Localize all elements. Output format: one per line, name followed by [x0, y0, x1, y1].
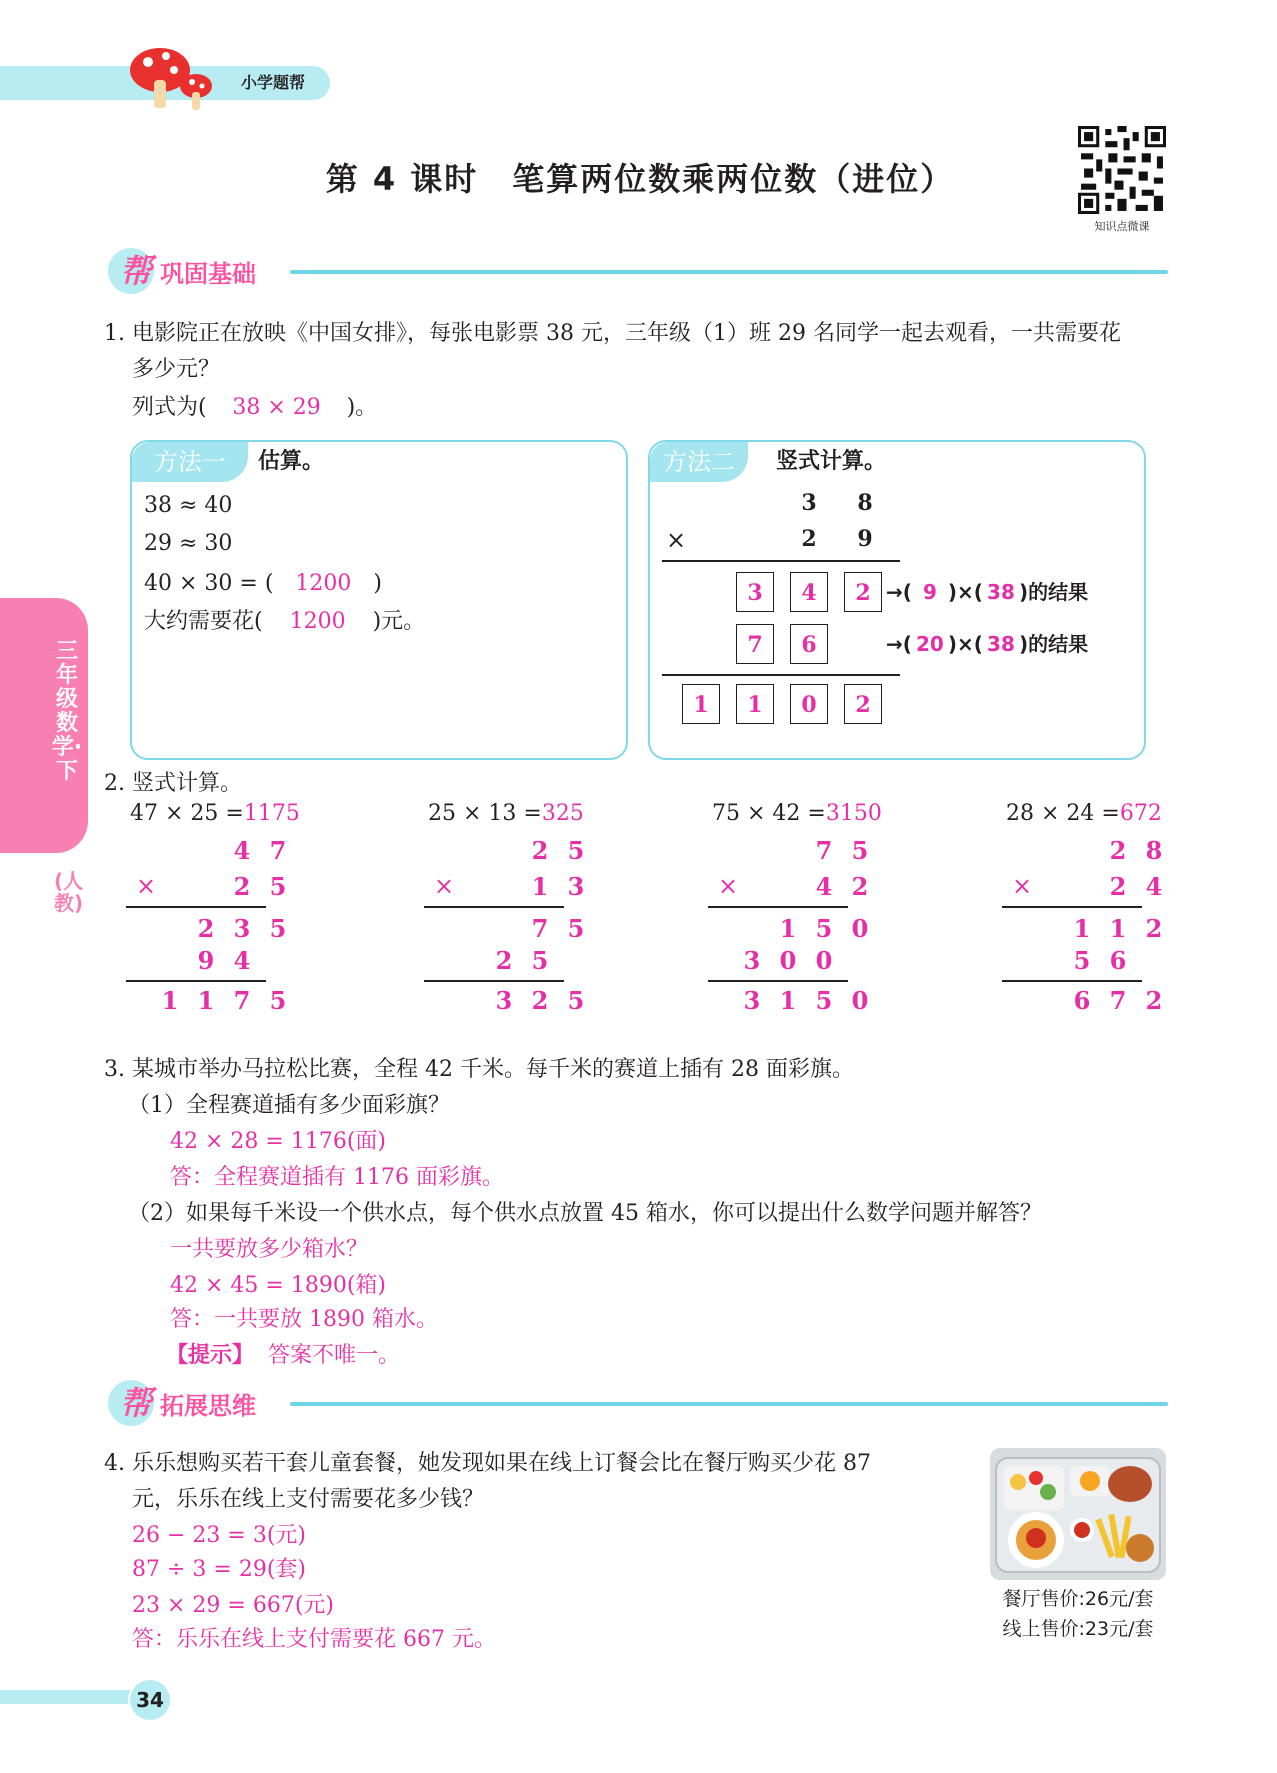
- side-edition-label: (人教): [54, 869, 84, 915]
- q2-result-digit: 3: [495, 986, 513, 1015]
- q3-hint-text: 答案不唯一。: [268, 1343, 401, 1368]
- m2-row1-digit: 4: [790, 572, 828, 612]
- m2-row2-digit: 6: [790, 624, 828, 664]
- section-heading-basic: 巩固基础: [160, 260, 256, 288]
- method-one-tag: 方法一: [132, 442, 248, 482]
- m2-row1-explain: [886, 576, 1146, 605]
- q1-expr-answer: 38 × 29: [232, 395, 321, 420]
- m2-row1-explain-a: 9: [922, 580, 937, 604]
- section-divider: [290, 270, 1168, 274]
- section-mark: 帮: [120, 1384, 153, 1422]
- q2-partial1-digit: 7: [531, 914, 549, 943]
- method-one-line3-prefix: 40 × 30 = (: [144, 571, 274, 596]
- brand-name: 小学题帮: [240, 73, 305, 92]
- q4-answer-step1: 26 − 23 = 3(元): [132, 1523, 306, 1548]
- q2-result-digit: 5: [567, 986, 585, 1015]
- q2-bottom-digit: 4: [1145, 872, 1163, 901]
- section-heading-extend: 拓展思维: [160, 1392, 256, 1420]
- q2-partial1-digit: 5: [815, 914, 833, 943]
- q2-partial2-digit: 5: [531, 946, 549, 975]
- q1-expr-suffix: )。: [346, 395, 378, 420]
- q2-times-sign: ×: [717, 872, 739, 900]
- q3-hint-label: 【提示】: [166, 1343, 255, 1368]
- q2-result-digit: 0: [851, 986, 869, 1015]
- q2-rule: [708, 906, 848, 908]
- method-one-line2: 29 ≈ 30: [144, 531, 233, 556]
- q2-result-digit: 6: [1073, 986, 1091, 1015]
- method-one-title: 估算。: [258, 449, 325, 474]
- m2-row2-explain-open: →(: [886, 632, 912, 656]
- q4-answer-final: 答：乐乐在线上支付需要花 667 元。: [132, 1627, 496, 1652]
- m2-rule: [662, 674, 900, 676]
- method-one-line3: [144, 566, 382, 602]
- q2-expression: [712, 796, 882, 832]
- method-one-box: [130, 440, 628, 760]
- method-one-line4-suffix: )元。: [372, 609, 426, 634]
- q2-top-digit: 7: [269, 836, 287, 865]
- q2-partial1-digit: 3: [233, 914, 251, 943]
- method-two-box: [648, 440, 1146, 760]
- method-one-line3-suffix: ): [373, 571, 383, 596]
- footer-strip: [0, 1690, 140, 1704]
- q4-answer-step2: 87 ÷ 3 = 29(套): [132, 1557, 306, 1582]
- q3-answer1-calc: 42 × 28 = 1176(面): [170, 1129, 386, 1154]
- q2-top-digit: 5: [567, 836, 585, 865]
- q2-partial1-digit: 1: [1073, 914, 1091, 943]
- m2-row1-explain-b: 38: [987, 580, 1015, 604]
- q2-expression-text: 25 × 13 =: [428, 801, 542, 826]
- q2-bottom-digit: 2: [1109, 872, 1127, 901]
- q2-top-digit: 7: [815, 836, 833, 865]
- q2-result-digit: 2: [531, 986, 549, 1015]
- method-one-line3-answer: 1200: [295, 571, 352, 596]
- q2-rule: [126, 980, 266, 982]
- q2-expression: [130, 796, 300, 832]
- q2-partial1-digit: 2: [1145, 914, 1163, 943]
- q3-sub1: （1）全程赛道插有多少面彩旗？: [128, 1093, 450, 1118]
- q2-expression-text: 47 × 25 =: [130, 801, 244, 826]
- q1-line2: 多少元？: [132, 357, 221, 382]
- q3-sub2: （2）如果每千米设一个供水点，每个供水点放置 45 箱水，你可以提出什么数学问题并解答？: [128, 1201, 1042, 1226]
- m2-row2-explain-a: 20: [915, 632, 944, 656]
- q2-result-digit: 1: [779, 986, 797, 1015]
- q2-result-digit: 5: [269, 986, 287, 1015]
- q2-partial1-digit: 5: [567, 914, 585, 943]
- q2-result-digit: 2: [1145, 986, 1163, 1015]
- q2-times-sign: ×: [135, 872, 157, 900]
- q2-top-digit: 2: [1109, 836, 1127, 865]
- q2-bottom-digit: 3: [567, 872, 585, 901]
- q2-partial1-digit: 1: [779, 914, 797, 943]
- q3-answer2-text: 答：一共要放 1890 箱水。: [170, 1307, 438, 1332]
- q2-partial1-digit: 5: [269, 914, 287, 943]
- side-grade-label: 三年级数学·下: [51, 639, 83, 784]
- section-divider: [290, 1402, 1168, 1406]
- q2-partial1-digit: 2: [197, 914, 215, 943]
- m2-bottom-digit: 2: [801, 526, 817, 552]
- method-one-line1: 38 ≈ 40: [144, 493, 233, 518]
- kids-meal-image: [990, 1448, 1166, 1580]
- q2-result-digit: 5: [815, 986, 833, 1015]
- section-mark: 帮: [120, 252, 153, 290]
- q2-partial1-digit: 0: [851, 914, 869, 943]
- m2-row2-explain-end: )的结果: [1018, 632, 1089, 656]
- q2-result-digit: 7: [1109, 986, 1127, 1015]
- q2-result-digit: 1: [197, 986, 215, 1015]
- method-one-line4-answer: 1200: [289, 609, 346, 634]
- q3-answer2-question: 一共要放多少箱水？: [170, 1237, 369, 1262]
- price-online: 线上售价:23元/套: [1002, 1618, 1154, 1640]
- q2-top-digit: 2: [531, 836, 549, 865]
- q2-partial1-digit: 1: [1109, 914, 1127, 943]
- m2-result-digit: 0: [790, 684, 828, 724]
- q4-line1: 4. 乐乐想购买若干套儿童套餐，她发现如果在线上订餐会比在餐厅购买少花 87: [104, 1451, 871, 1476]
- q2-result-digit: 3: [743, 986, 761, 1015]
- m2-row1-digit: 2: [844, 572, 882, 612]
- q2-bottom-digit: 1: [531, 872, 549, 901]
- q2-top-digit: 8: [1145, 836, 1163, 865]
- page-title: 第 4 课时 笔算两位数乘两位数（进位）: [325, 160, 955, 198]
- q2-expression-answer: 672: [1119, 801, 1162, 826]
- q2-times-sign: ×: [433, 872, 455, 900]
- q2-partial2-digit: 6: [1109, 946, 1127, 975]
- q2-rule: [1002, 980, 1142, 982]
- q2-rule: [126, 906, 266, 908]
- q2-heading: 2. 竖式计算。: [104, 771, 242, 796]
- qr-caption: 知识点微课: [1094, 220, 1150, 233]
- q2-bottom-digit: 2: [851, 872, 869, 901]
- q2-result-digit: 1: [161, 986, 179, 1015]
- q2-rule: [1002, 906, 1142, 908]
- q4-answer-step3: 23 × 29 = 667(元): [132, 1593, 334, 1618]
- q2-expression: [1006, 796, 1162, 832]
- q3-answer1-text: 答：全程赛道插有 1176 面彩旗。: [170, 1165, 504, 1190]
- method-two-tag: 方法二: [650, 442, 748, 482]
- price-restaurant: 餐厅售价:26元/套: [1002, 1588, 1154, 1610]
- method-two-title: 竖式计算。: [776, 449, 887, 474]
- q2-partial2-digit: 2: [495, 946, 513, 975]
- q2-expression-answer: 1175: [243, 801, 300, 826]
- q3-hint: [166, 1338, 400, 1374]
- m2-result-digit: 2: [844, 684, 882, 724]
- q2-expression: [428, 796, 584, 832]
- m2-row2-explain: [886, 628, 1146, 657]
- m2-row2-explain-mid: )×(: [947, 632, 983, 656]
- method-one-line4-prefix: 大约需要花(: [144, 609, 263, 634]
- q4-line2: 元，乐乐在线上支付需要花多少钱？: [132, 1487, 485, 1512]
- q2-expression-answer: 325: [541, 801, 584, 826]
- q2-result-digit: 7: [233, 986, 251, 1015]
- q1-expr-prefix: 列式为(: [132, 395, 207, 420]
- q2-rule: [708, 980, 848, 982]
- q2-expression-text: 75 × 42 =: [712, 801, 826, 826]
- m2-result-digit: 1: [682, 684, 720, 724]
- q2-bottom-digit: 5: [269, 872, 287, 901]
- m2-row1-explain-mid: )×(: [947, 580, 983, 604]
- q2-bottom-digit: 2: [233, 872, 251, 901]
- q2-partial2-digit: 5: [1073, 946, 1091, 975]
- m2-row1-explain-open: →(: [886, 580, 912, 604]
- q2-times-sign: ×: [1011, 872, 1033, 900]
- q1-expression: [132, 390, 377, 426]
- m2-row2-explain-b: 38: [987, 632, 1015, 656]
- q2-bottom-digit: 4: [815, 872, 833, 901]
- page-number: 34: [128, 1678, 172, 1722]
- q1-line1: 1. 电影院正在放映《中国女排》，每张电影票 38 元，三年级（1）班 29 名同学一起去观看，一共需要花: [104, 321, 1121, 346]
- q2-partial2-digit: 4: [233, 946, 251, 975]
- q2-partial2-digit: 9: [197, 946, 215, 975]
- method-one-line4: [144, 604, 425, 640]
- m2-times-sign: ×: [666, 526, 687, 554]
- q2-expression-answer: 3150: [825, 801, 882, 826]
- qr-code-icon: [1078, 126, 1166, 214]
- m2-row1-explain-end: )的结果: [1018, 580, 1089, 604]
- m2-top-digit: 8: [857, 490, 873, 516]
- q2-rule: [424, 980, 564, 982]
- mushroom-logo: [128, 42, 218, 114]
- q2-partial2-digit: 3: [743, 946, 761, 975]
- q2-partial2-digit: 0: [815, 946, 833, 975]
- q2-top-digit: 4: [233, 836, 251, 865]
- m2-top-digit: 3: [801, 490, 817, 516]
- q2-expression-text: 28 × 24 =: [1006, 801, 1120, 826]
- q2-partial2-digit: 0: [779, 946, 797, 975]
- m2-row2-digit: 7: [736, 624, 774, 664]
- m2-rule: [662, 560, 900, 562]
- m2-bottom-digit: 9: [857, 526, 873, 552]
- m2-row1-digit: 3: [736, 572, 774, 612]
- q3-line1: 3. 某城市举办马拉松比赛，全程 42 千米。每千米的赛道上插有 28 面彩旗。: [104, 1057, 854, 1082]
- q2-rule: [424, 906, 564, 908]
- m2-result-digit: 1: [736, 684, 774, 724]
- q2-top-digit: 5: [851, 836, 869, 865]
- q3-answer2-calc: 42 × 45 = 1890(箱): [170, 1273, 386, 1298]
